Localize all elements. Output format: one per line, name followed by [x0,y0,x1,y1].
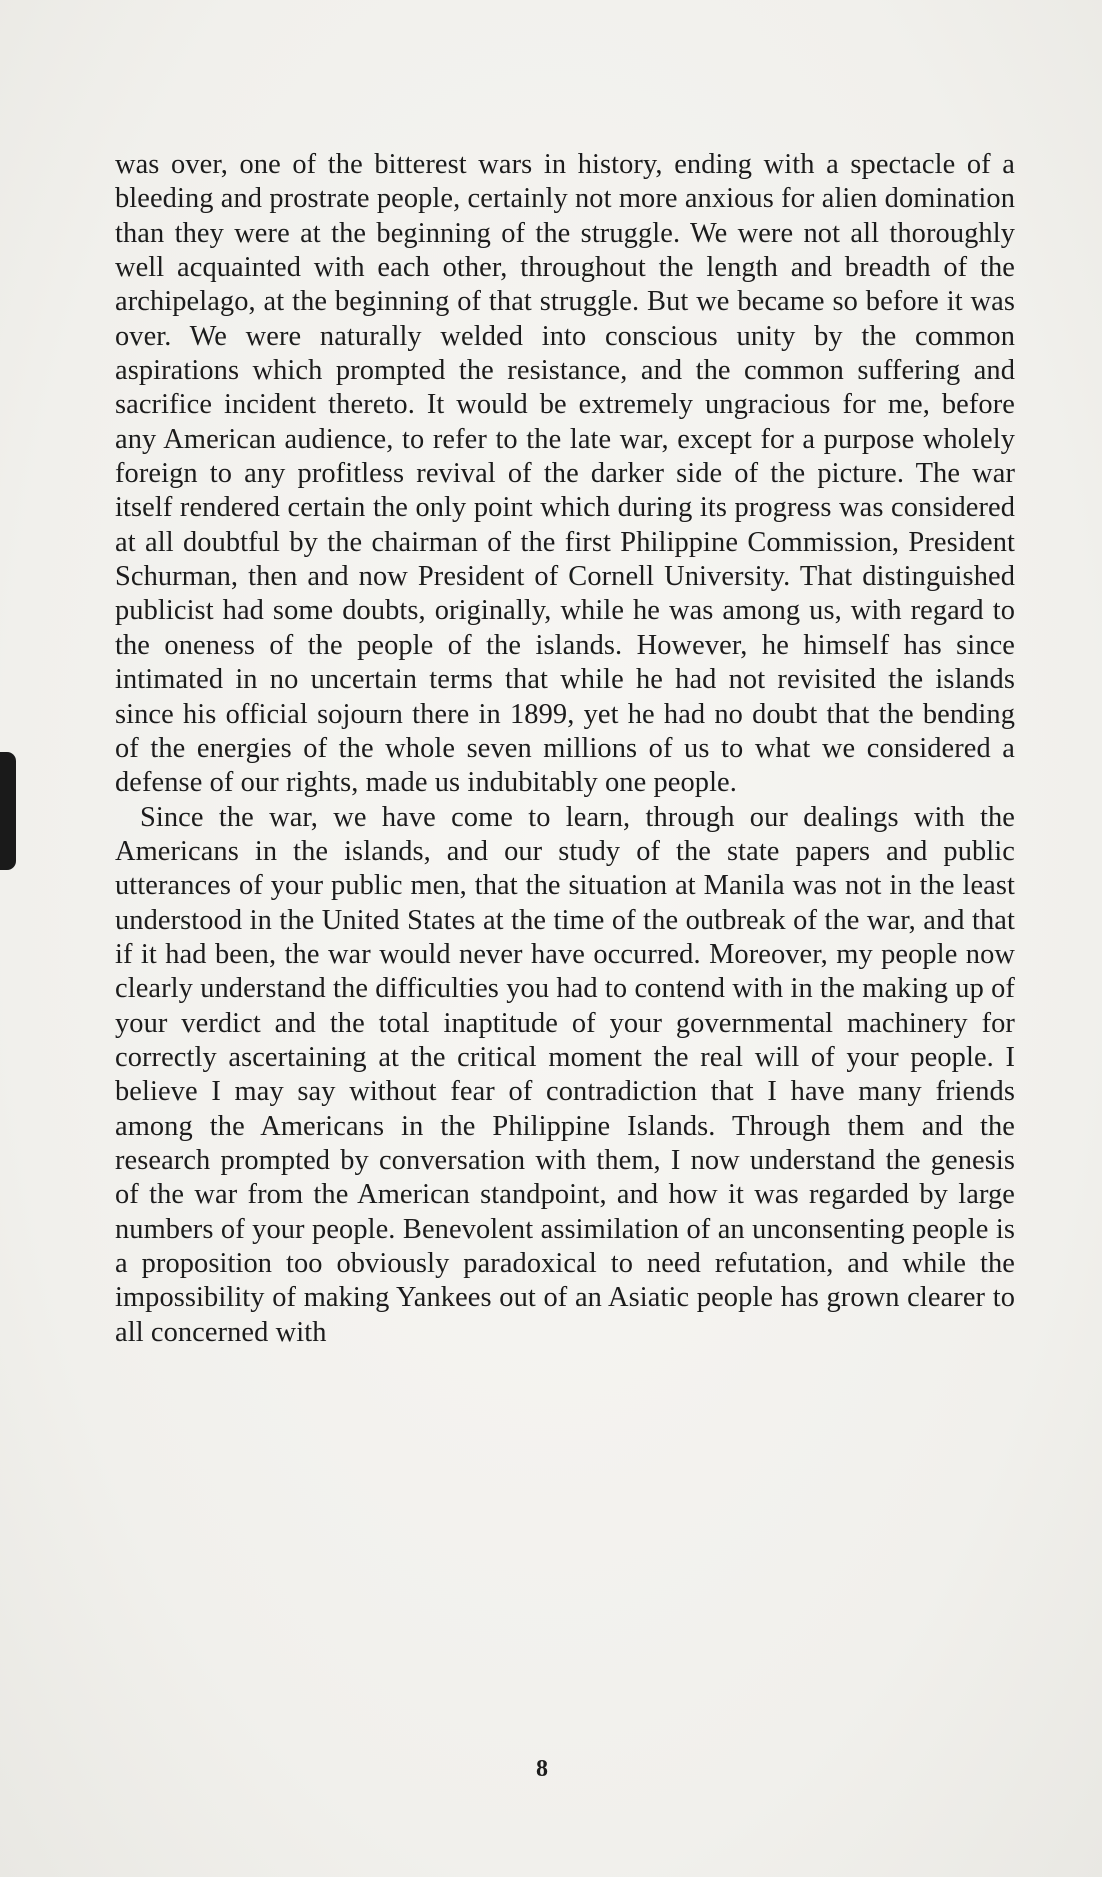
page-number: 8 [536,1756,548,1782]
paragraph: was over, one of the bitterest wars in history, ending with a spectacle of a bleeding and prostrate people, certainly not more anxious for alien domination than they were at the beginning of the struggle. We were not all thoroughly well acquainted with each other, throughout the length and breadth of the archipelago, at the beginning of that struggle. But we became so before it was over. We were naturally welded into conscious unity by the common aspirations which prompted the resistance, and the common suffering and sacrifice incident thereto. It would be extremely ungracious for me, before any American audience, to refer to the late war, except for a purpose wholely foreign to any profitless revival of the darker side of the picture. The war itself rendered certain the only point which during its progress was considered at all doubtful by the chairman of the first Philippine Commission, President Schurman, then and now President of Cornell University. That distinguished publicist had some doubts, originally, while he was among us, with regard to the oneness of the people of the islands. However, he himself has since intimated in no uncertain terms that while he had not revisited the islands since his official sojourn there in 1899, yet he had no doubt that the bending of the energies of the whole seven millions of us to what we considered a defense of our rights, made us indubitably one people. [115,149,1015,799]
binding-shadow [0,752,16,870]
paragraph: Since the war, we have come to learn, through our dealings with the Americans in the islands, and our study of the state papers and public utterances of your public men, that the situation at Manila was not in the least understood in the United States at the time of the outbreak of the war, and that if it had been, the war would never have occurred. Moreover, my people now clearly understand the difficulties you had to contend with in the making up of your verdict and the total inaptitude of your governmental machinery for correctly ascertaining at the critical moment the real will of your people. I believe I may say without fear of contradiction that I have many friends among the Americans in the Philippine Islands. Through them and the research prompted by conversation with them, I now understand the genesis of the war from the American standpoint, and how it was regarded by large numbers of your people. Benevolent assimilation of an unconsenting people is a proposition too obviously paradoxical to need refutation, and while the impossibility of making Yankees out of an Asiatic people has grown clearer to all concerned with [115,801,1015,1348]
body-text [115,148,1015,1350]
